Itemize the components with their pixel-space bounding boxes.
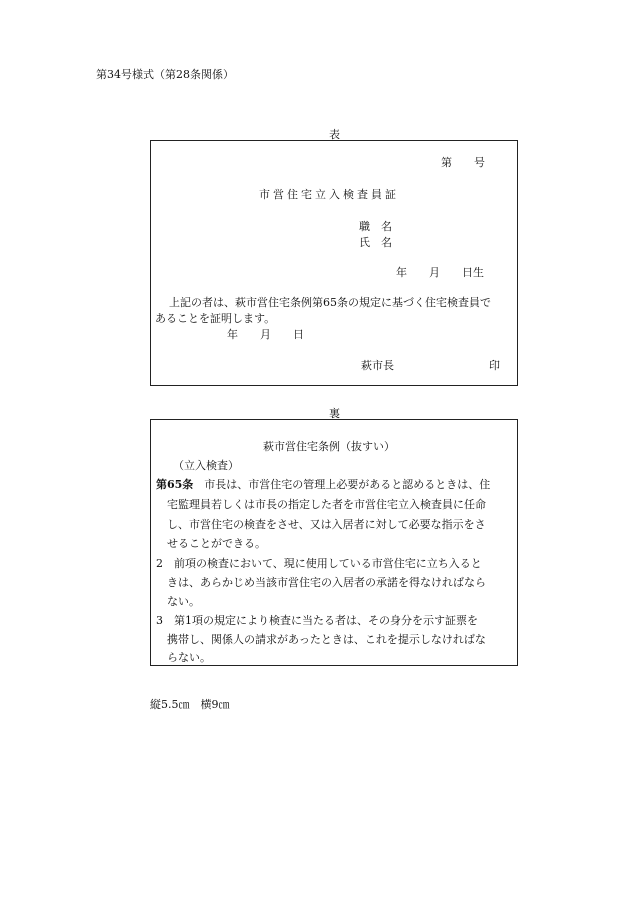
excerpt-title: 萩市営住宅条例（抜すい） — [263, 440, 395, 453]
form-number-label: 第34号様式（第28条関係） — [96, 68, 234, 81]
back-card — [150, 419, 518, 666]
paragraph-2-line2: きは、あらかじめ当該市営住宅の入居者の承諾を得なければなら — [167, 576, 486, 589]
article-65-line1 — [156, 479, 490, 491]
certificate-number-label: 第 号 — [441, 156, 485, 169]
article-number: 第65条 — [156, 478, 194, 491]
paragraph-3-line1: 3 第1項の規定により検査に当たる者は、その身分を示す証票を — [156, 614, 478, 627]
mayor-label: 萩市長 — [361, 359, 394, 372]
front-side-label: 表 — [329, 128, 340, 141]
certification-statement-line1: 上記の者は、萩市営住宅条例第65条の規定に基づく住宅検査員で — [169, 296, 491, 309]
article-65-line3: し、市営住宅の検査をさせ、又は入居者に対して必要な指示をさ — [167, 518, 486, 531]
seal-mark: 印 — [489, 359, 500, 372]
issue-date-label: 年 月 日 — [227, 328, 304, 341]
paragraph-3-line2: 携帯し、関係人の請求があったときは、これを提示しなければな — [167, 633, 486, 646]
job-title-label: 職 名 — [359, 220, 392, 233]
article-65-line2: 宅監理員若しくは市長の指定した者を市営住宅立入検査員に任命 — [167, 498, 486, 511]
section-caption: （立入検査） — [173, 459, 239, 472]
paragraph-2-line1: 2 前項の検査において、現に使用している市営住宅に立ち入ると — [156, 557, 482, 570]
birth-date-label: 年 月 日生 — [396, 266, 484, 279]
paragraph-2-line3: ない。 — [167, 595, 200, 608]
card-size-note: 縦5.5㎝ 横9㎝ — [150, 698, 230, 711]
name-label: 氏 名 — [359, 236, 392, 249]
article-line1-text: 市長は、市営住宅の管理上必要があると認めるときは、住 — [193, 478, 491, 491]
back-side-label: 裏 — [329, 407, 340, 420]
paragraph-3-line3: らない。 — [167, 651, 211, 664]
article-65-line4: せることができる。 — [167, 537, 266, 550]
front-certificate-card — [150, 140, 518, 386]
certification-statement-line2: あることを証明します。 — [155, 312, 276, 325]
certificate-title: 市営住宅立入検査員証 — [259, 188, 399, 201]
